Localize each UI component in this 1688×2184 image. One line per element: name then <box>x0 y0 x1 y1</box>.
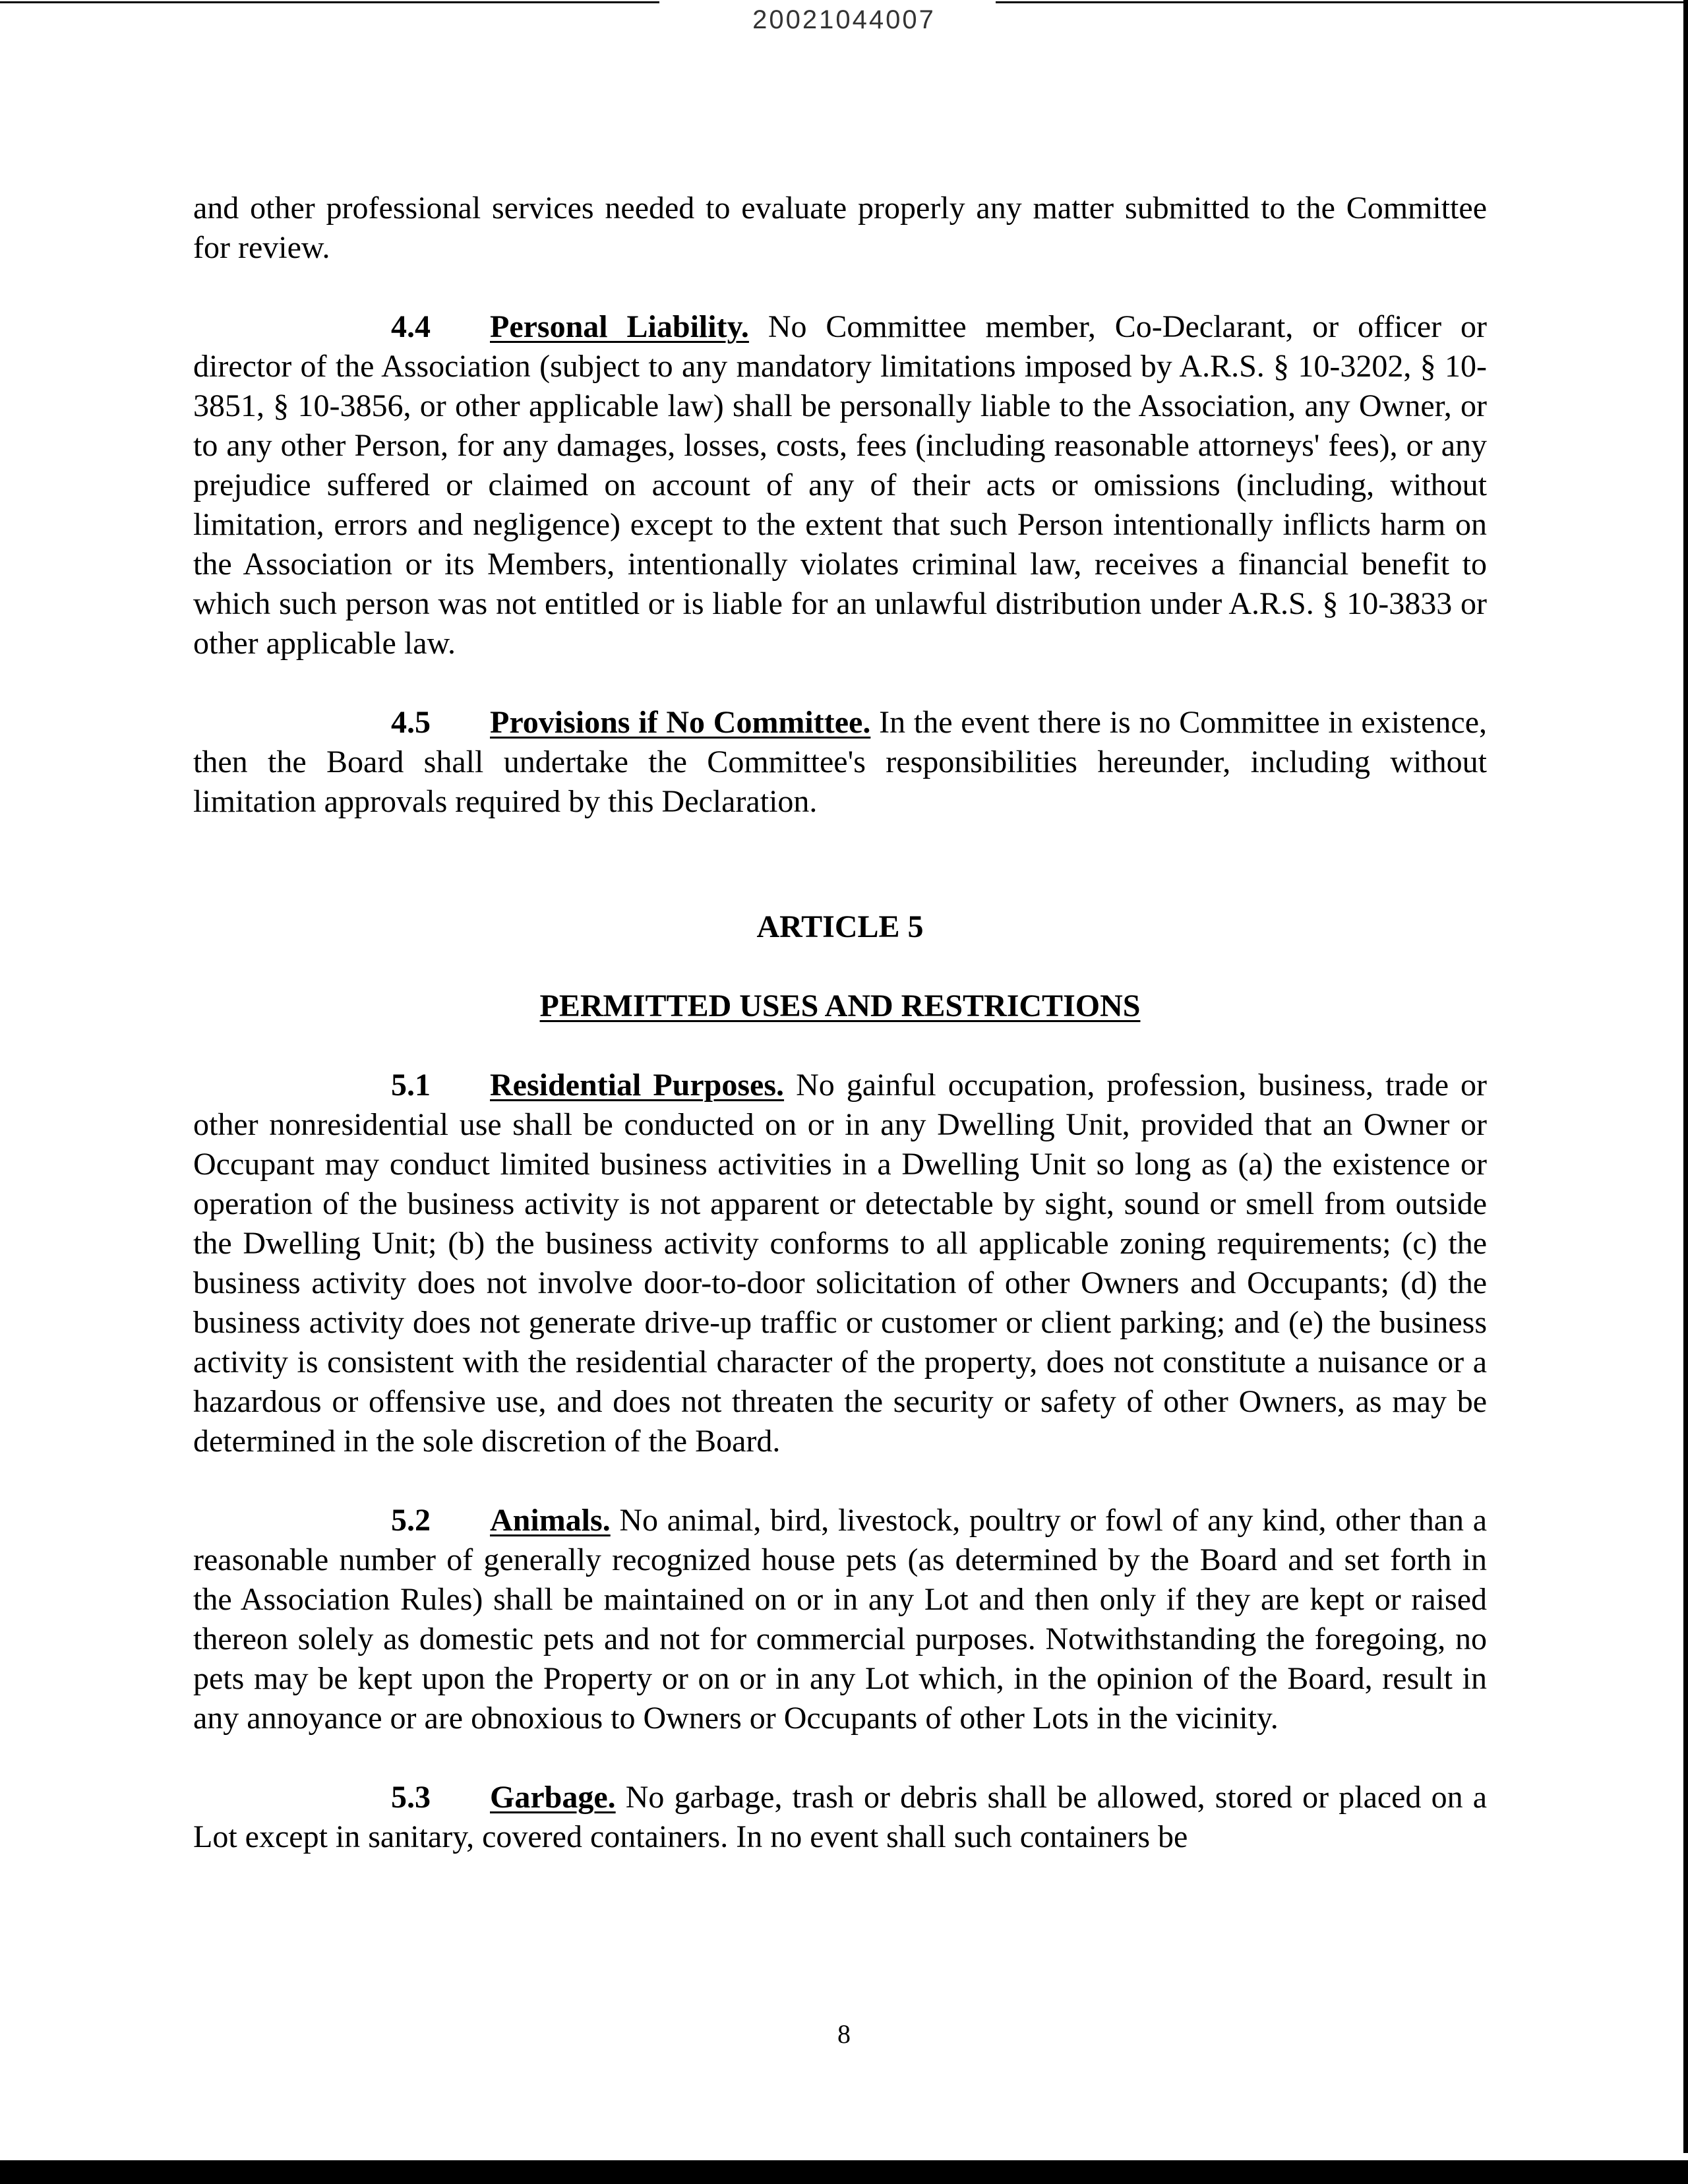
page-number: 8 <box>837 2019 851 2049</box>
section-number: 4.5 <box>391 705 431 740</box>
article-label: ARTICLE 5 <box>756 909 924 944</box>
section-number: 4.4 <box>391 309 431 344</box>
document-number: 20021044007 <box>752 5 936 34</box>
section-title: Personal Liability. <box>490 309 749 344</box>
section-number: 5.3 <box>391 1780 431 1815</box>
article-title: PERMITTED USES AND RESTRICTIONS <box>539 988 1141 1023</box>
page-body <box>193 189 1487 1857</box>
bottom-scan-border <box>0 2160 1688 2184</box>
section-4-4 <box>193 307 1487 663</box>
section-5-1 <box>193 1066 1487 1461</box>
right-scan-border <box>1683 0 1688 2153</box>
section-text: No gainful occupation, profession, business, trade or other nonresidential use shall be conducted on or in any Dwelling Unit, provided that an Owner or Occupant may conduct limited business activities in a Dwelling Unit so long as (a) the existence or operation of the business activity is not apparent or detectable by sight, sound or smell from outside the Dwelling Unit; (b) the business activity conforms to all applicable zoning requirements; (c) the business activity does not involve door-to-door solicitation of other Owners and Occupants; (d) the business activity does not generate drive-up traffic or customer or client parking; and (e) the business activity is consistent with the residential character of the property, does not constitute a nuisance or a hazardous or offensive use, and does not threaten the security or safety of other Owners, as may be determined in the sole discretion of the Board. <box>193 1068 1488 1459</box>
section-title: Residential Purposes. <box>490 1068 785 1103</box>
section-title: Garbage. <box>490 1780 616 1815</box>
section-5-3 <box>193 1778 1487 1857</box>
section-text: In the event there is no Committee in existence, then the Board shall undertake the Committee's responsibilities hereunder, including without limitation approvals required by this Declaration. <box>193 705 1488 819</box>
section-text: No Committee member, Co-Declarant, or officer or director of the Association (subject to any mandatory limitations imposed by A.R.S. § 10-3202, § 10-3851, § 10-3856, or other applicable law) shall be personally liable to the Association, any Owner, or to any other Person, for any damages, losses, costs, fees (including reasonable attorneys' fees), or any prejudice suffered or claimed on account of any of their acts or omissions (including, without limitation, errors and negligence) except to the extent that such Person intentionally inflicts harm on the Association or its Members, intentionally violates criminal law, receives a financial benefit to which such person was not entitled or is liable for an unlawful distribution under A.R.S. § 10-3833 or other applicable law. <box>193 309 1487 661</box>
section-title: Provisions if No Committee. <box>490 705 871 740</box>
section-number: 5.2 <box>391 1503 431 1538</box>
section-title: Animals. <box>490 1503 611 1538</box>
section-text: No garbage, trash or debris shall be allowed, stored or placed on a Lot except in sanitary, covered containers. In no event shall such containers be <box>193 1780 1488 1854</box>
section-text: No animal, bird, livestock, poultry or fowl of any kind, other than a reasonable number of generally recognized house pets (as determined by the Board and set forth in the Association Rules) shall be maintained on or in any Lot and then only if they are kept or raised thereon solely as domestic pets and not for commercial purposes. Notwithstanding the foregoing, no pets may be kept upon the Property or on or in any Lot which, in the opinion of the Board, result in any annoyance or are obnoxious to Owners or Occupants of other Lots in the vicinity. <box>193 1503 1488 1736</box>
section-number: 5.1 <box>391 1068 431 1103</box>
section-5-2 <box>193 1501 1487 1738</box>
section-4-5 <box>193 703 1487 822</box>
continuation-paragraph: and other professional services needed to evaluate properly any matter submitted to the Committee for review. <box>193 191 1487 265</box>
